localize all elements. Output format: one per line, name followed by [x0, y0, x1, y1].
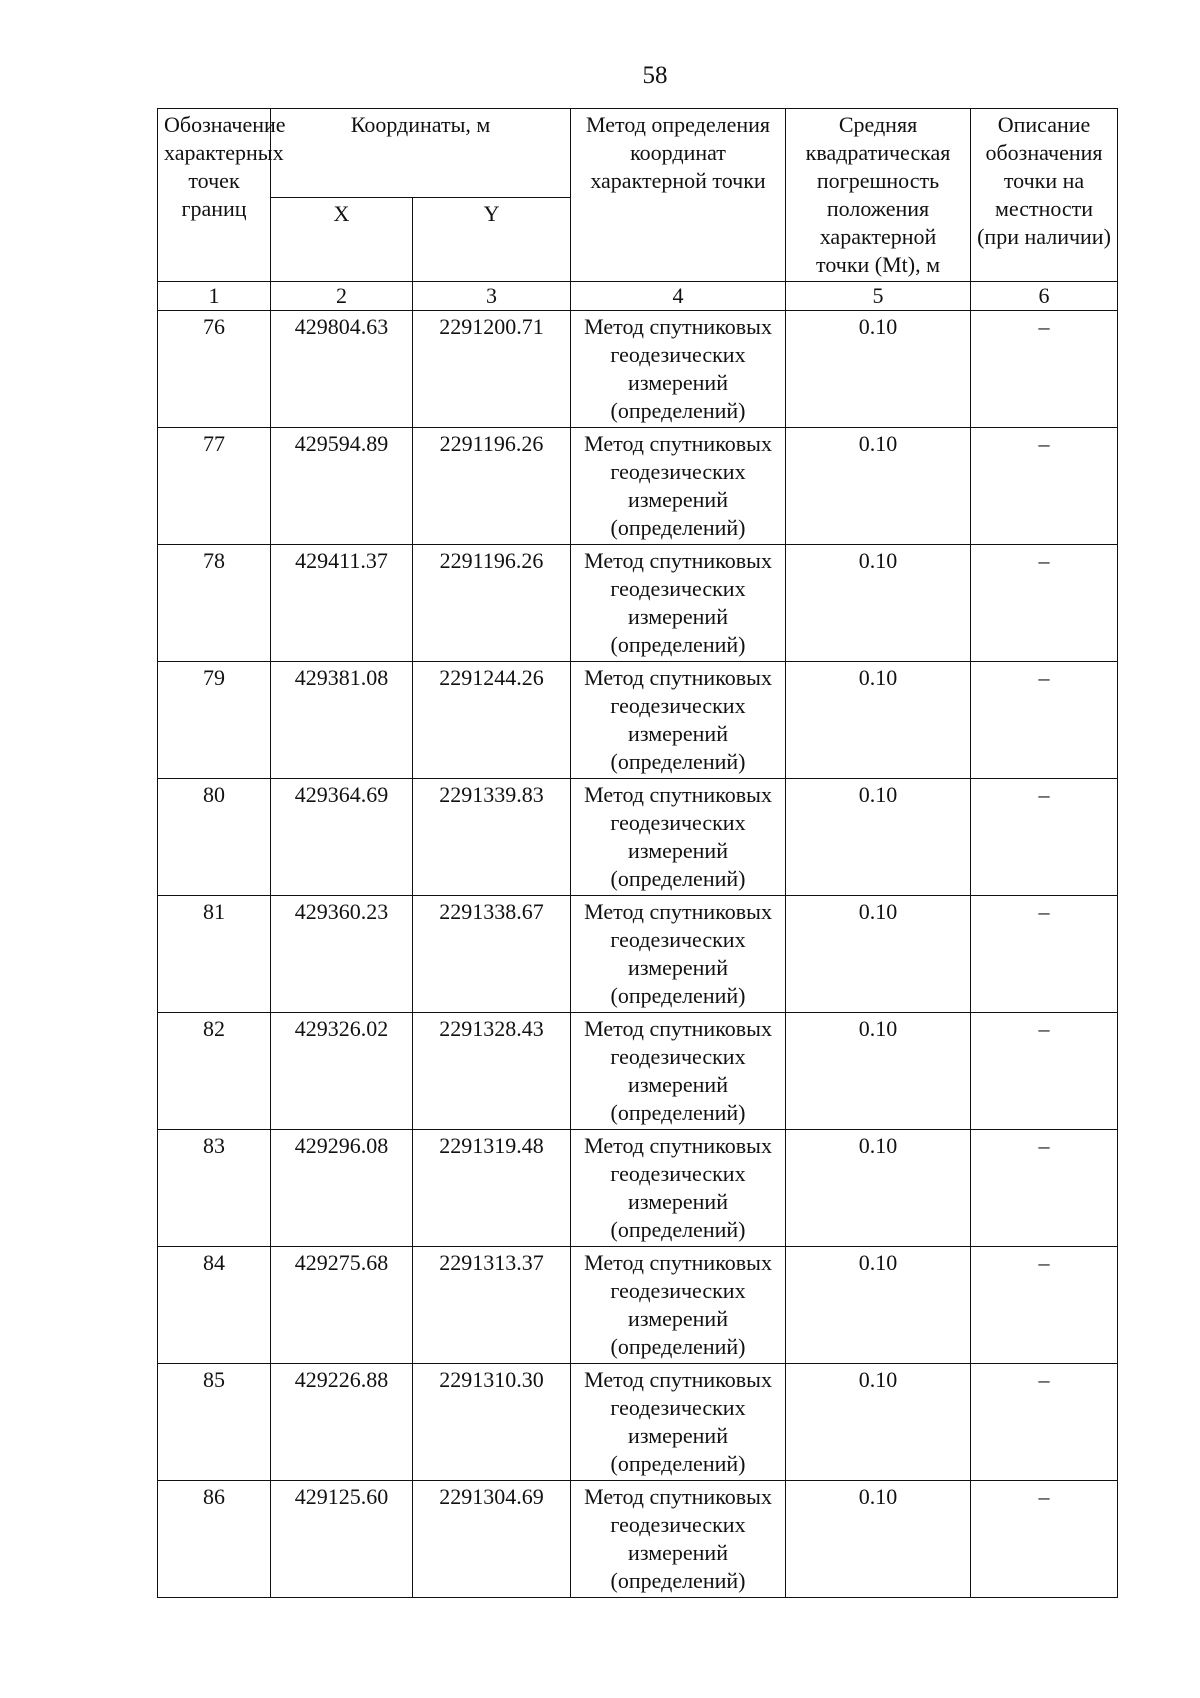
point-number: 85	[158, 1364, 271, 1481]
page-number: 58	[642, 62, 668, 89]
table-row	[158, 311, 1118, 428]
description-cell: –	[971, 1481, 1118, 1598]
table-row	[158, 1364, 1118, 1481]
coordinates-table	[157, 108, 1118, 1598]
point-number: 78	[158, 545, 271, 662]
header-designation: Обозначение характерных точек границ	[158, 109, 271, 282]
point-number: 81	[158, 896, 271, 1013]
x-coordinate: 429275.68	[271, 1247, 413, 1364]
x-coordinate: 429594.89	[271, 428, 413, 545]
column-number: 2	[271, 282, 413, 311]
description-cell: –	[971, 896, 1118, 1013]
x-coordinate: 429326.02	[271, 1013, 413, 1130]
point-number: 86	[158, 1481, 271, 1598]
method-cell: Метод спутниковых геодезических измерений (определений)	[571, 428, 786, 545]
method-cell: Метод спутниковых геодезических измерений (определений)	[571, 779, 786, 896]
y-coordinate: 2291196.26	[413, 428, 571, 545]
y-coordinate: 2291196.26	[413, 545, 571, 662]
mt-value: 0.10	[786, 1130, 971, 1247]
header-x: X	[271, 198, 413, 282]
column-number: 3	[413, 282, 571, 311]
header-error: Средняя квадратическая погрешность положения характерной точки (Mt), м	[786, 109, 971, 282]
y-coordinate: 2291338.67	[413, 896, 571, 1013]
description-cell: –	[971, 1364, 1118, 1481]
table-row	[158, 1130, 1118, 1247]
table-row	[158, 779, 1118, 896]
mt-value: 0.10	[786, 311, 971, 428]
column-number: 5	[786, 282, 971, 311]
description-cell: –	[971, 1247, 1118, 1364]
table-row	[158, 1247, 1118, 1364]
mt-value: 0.10	[786, 545, 971, 662]
y-coordinate: 2291319.48	[413, 1130, 571, 1247]
mt-value: 0.10	[786, 1247, 971, 1364]
table-row	[158, 1481, 1118, 1598]
header-y: Y	[413, 198, 571, 282]
y-coordinate: 2291200.71	[413, 311, 571, 428]
mt-value: 0.10	[786, 779, 971, 896]
description-cell: –	[971, 311, 1118, 428]
description-cell: –	[971, 428, 1118, 545]
y-coordinate: 2291310.30	[413, 1364, 571, 1481]
method-cell: Метод спутниковых геодезических измерений (определений)	[571, 1130, 786, 1247]
y-coordinate: 2291244.26	[413, 662, 571, 779]
column-number: 1	[158, 282, 271, 311]
mt-value: 0.10	[786, 896, 971, 1013]
table-row	[158, 1013, 1118, 1130]
x-coordinate: 429125.60	[271, 1481, 413, 1598]
y-coordinate: 2291304.69	[413, 1481, 571, 1598]
description-cell: –	[971, 662, 1118, 779]
mt-value: 0.10	[786, 1481, 971, 1598]
y-coordinate: 2291313.37	[413, 1247, 571, 1364]
y-coordinate: 2291339.83	[413, 779, 571, 896]
point-number: 77	[158, 428, 271, 545]
y-coordinate: 2291328.43	[413, 1013, 571, 1130]
point-number: 82	[158, 1013, 271, 1130]
description-cell: –	[971, 545, 1118, 662]
description-cell: –	[971, 1130, 1118, 1247]
description-cell: –	[971, 1013, 1118, 1130]
x-coordinate: 429804.63	[271, 311, 413, 428]
method-cell: Метод спутниковых геодезических измерений (определений)	[571, 1247, 786, 1364]
header-coordinates: Координаты, м	[271, 109, 571, 198]
table-row	[158, 896, 1118, 1013]
column-number: 4	[571, 282, 786, 311]
method-cell: Метод спутниковых геодезических измерений (определений)	[571, 1364, 786, 1481]
x-coordinate: 429360.23	[271, 896, 413, 1013]
point-number: 84	[158, 1247, 271, 1364]
point-number: 83	[158, 1130, 271, 1247]
method-cell: Метод спутниковых геодезических измерений (определений)	[571, 1481, 786, 1598]
mt-value: 0.10	[786, 662, 971, 779]
x-coordinate: 429226.88	[271, 1364, 413, 1481]
mt-value: 0.10	[786, 1364, 971, 1481]
method-cell: Метод спутниковых геодезических измерений (определений)	[571, 662, 786, 779]
x-coordinate: 429411.37	[271, 545, 413, 662]
point-number: 80	[158, 779, 271, 896]
description-cell: –	[971, 779, 1118, 896]
header-method: Метод определения координат характерной точки	[571, 109, 786, 282]
x-coordinate: 429364.69	[271, 779, 413, 896]
method-cell: Метод спутниковых геодезических измерений (определений)	[571, 1013, 786, 1130]
x-coordinate: 429296.08	[271, 1130, 413, 1247]
header-description: Описание обозначения точки на местности (при наличии)	[971, 109, 1118, 282]
mt-value: 0.10	[786, 1013, 971, 1130]
method-cell: Метод спутниковых геодезических измерений (определений)	[571, 545, 786, 662]
table-row	[158, 545, 1118, 662]
point-number: 79	[158, 662, 271, 779]
mt-value: 0.10	[786, 428, 971, 545]
point-number: 76	[158, 311, 271, 428]
table-row	[158, 428, 1118, 545]
method-cell: Метод спутниковых геодезических измерений (определений)	[571, 311, 786, 428]
x-coordinate: 429381.08	[271, 662, 413, 779]
method-cell: Метод спутниковых геодезических измерений (определений)	[571, 896, 786, 1013]
table-row	[158, 662, 1118, 779]
column-number: 6	[971, 282, 1118, 311]
